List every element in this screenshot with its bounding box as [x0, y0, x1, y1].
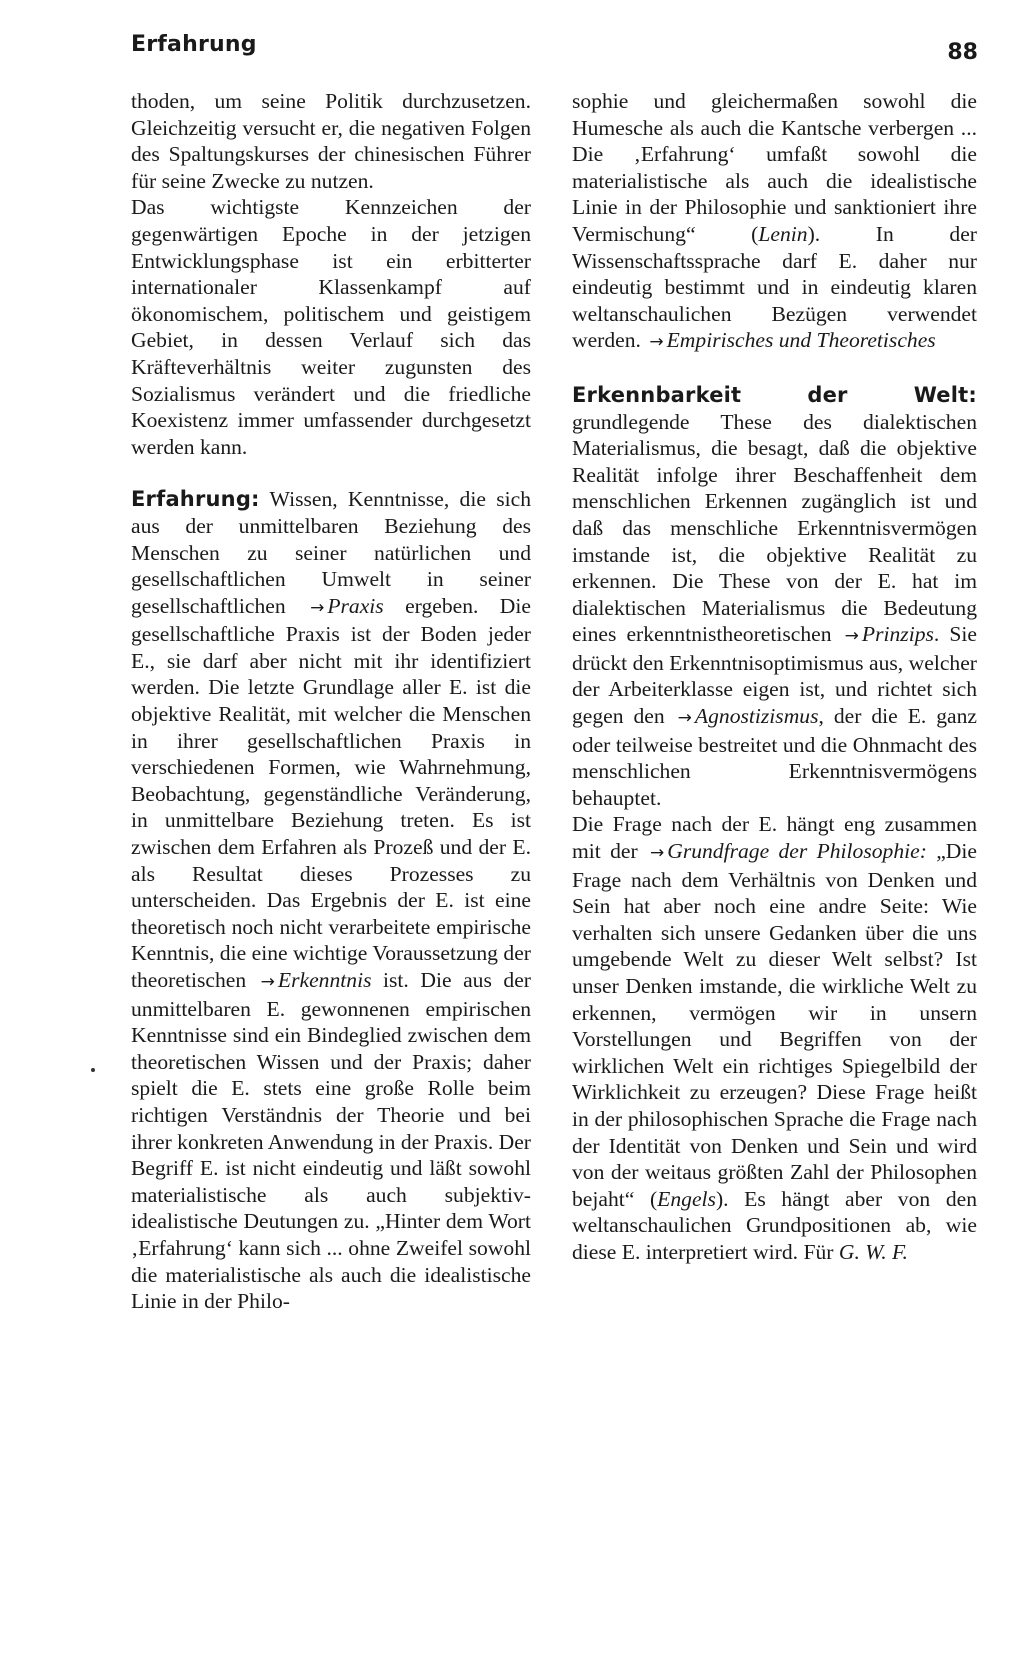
entry-headword-erfahrung: Erfahrung:: [131, 487, 260, 512]
print-speck: [91, 1068, 95, 1072]
cross-reference-arrow-icon: →: [649, 843, 665, 864]
cross-reference-praxis[interactable]: Praxis: [327, 593, 384, 618]
entry-text: Wissen, Kenntnisse, die sich aus der unmittelbaren Beziehung des Menschen zu seiner natürlichen und gesellschaftlichen Umwelt in seiner gesellschaftlichen: [131, 487, 531, 618]
entry-erfahrung: [131, 486, 531, 1314]
right-column: [572, 88, 977, 1266]
citation-engels: Engels: [657, 1186, 716, 1211]
page-number: 88: [947, 40, 978, 65]
cross-reference-arrow-icon: →: [677, 708, 692, 729]
cross-reference-prinzips[interactable]: Prinzips: [861, 622, 934, 647]
entry-text: sophie und gleichermaßen sowohl die Humesche als auch die Kantsche verbergen ... Die ‚Erfahrung‘ umfaßt sowohl die materialistische als auch die idealistische Linie in der Philosophie und sanktioniert ihre Vermischung“ (: [572, 89, 977, 246]
citation-lenin: Lenin: [758, 221, 808, 246]
entry-text: ). Es hängt aber von den weltanschaulichen Grundpositionen ab, wie diese E. interpretiert wird. Für: [572, 1186, 977, 1264]
entry-text: grundlegende These des dialektischen Materialismus, die besagt, daß die objektive Realität infolge ihrer Beschaffenheit dem menschlichen Erkennen zugänglich ist und daß das menschliche Erkenntnisvermögen imstande ist, die objektive Realität zu erkennen. Die These von der E. hat im dialektischen Materialismus die Bedeutung eines erkenntnistheoretischen: [572, 409, 977, 647]
cross-reference-arrow-icon: →: [844, 626, 859, 647]
entry-erkennbarkeit: [572, 382, 977, 812]
paragraph-epoch: Das wichtigste Kennzeichen der gegenwärtigen Epoche in der jetzigen Entwicklungsphase ist ein erbitterter internationaler Klassenkampf auf ökonomischem, politischem und geistigem Gebiet, in dessen Verlauf sich das Kräfteverhältnis weiter zugunsten des Sozialismus verändert und die friedliche Koexistenz immer umfassender durchgesetzt werden kann.: [131, 195, 531, 459]
cross-reference-arrow-icon: →: [649, 332, 664, 353]
entry-text: Die Frage nach der E. hängt eng zusammen mit der: [572, 812, 977, 864]
cross-reference-grundfrage[interactable]: Grundfrage der Philosophie:: [667, 839, 927, 864]
cross-reference-erkenntnis[interactable]: Erkenntnis: [277, 968, 372, 992]
paragraph-grundfrage: [572, 811, 977, 1265]
cross-reference-arrow-icon: →: [260, 972, 275, 992]
paragraph-continuation: thoden, um seine Politik durchzusetzen. Gleichzeitig versucht er, die negativen Folgen des Spaltungskurses der chinesischen Führer für seine Zwecke zu nutzen.: [131, 89, 531, 193]
entry-text: . Sie drückt den Erkenntnisoptimismus aus, welcher der Arbeiterklasse eigen ist, und richtet sich gegen den: [572, 622, 977, 729]
entry-text: „Die Frage nach dem Verhältnis von Denken und Sein hat aber noch eine andre Seite: Wie verhalten sich unsere Gedanken über die uns umgebende Welt zu dieser Welt selbst? Ist unser Denken imstande, die wirkliche Welt zu erkennen, vermögen wir in unsern Vorstellungen und Begriffen von der wirklichen Welt ein richtiges Spiegelbild der Wirklichkeit zu erzeugen? Diese Frage heißt in der philosophischen Sprache die Frage nach der Identität von Denken und Sein und wird von der weitaus größten Zahl der Philosophen bejaht“ (: [572, 839, 977, 1211]
entry-text: ). In der Wissenschaftssprache darf E. daher nur eindeutig bestimmt und in eindeutig klaren weltanschaulichen Bezügen verwendet werden.: [572, 221, 977, 353]
cross-reference-empirisches[interactable]: Empirisches und Theoretisches: [666, 328, 936, 353]
citation-hegel: G. W. F.: [838, 1239, 908, 1264]
entry-text: ist. Die aus der unmittelbaren E. gewonnenen empirischen Kenntnisse sind ein Bindeglied zwischen dem theoretischen Wissen und der Praxis; daher spielt die E. stets eine große Rolle beim richtigen Verständnis der Theorie und bei ihrer konkreten Anwendung in der Praxis. Der Begriff E. ist nicht eindeutig und läßt sowohl materialistische als auch subjektiv-idealistische Deutungen zu. „Hinter dem Wort ‚Erfahrung‘ kann sich ... ohne Zweifel sowohl die materialistische als auch die idealistische Linie in der Philo-: [131, 968, 531, 1314]
entry-headword-erkennbarkeit: Erkennbarkeit der Welt:: [572, 382, 977, 407]
left-column: [131, 88, 531, 1315]
entry-erfahrung-continued: [572, 88, 977, 356]
cross-reference-arrow-icon: →: [310, 597, 325, 618]
entry-text: ergeben. Die gesellschaftliche Praxis ist der Boden jeder E., sie darf aber nicht mit ihr identifiziert werden. Die letzte Grundlage aller E. ist die objektive Realität, mit welcher die Menschen in ihrer gesellschaftlichen Praxis in verschiedenen Formen, wie Wahrnehmung, Beobachtung, gegenständliche Veränderung, in unmittelbare Beziehung treten. Es ist zwischen dem Erfahren als Prozeß und der E. als Resultat dieses Prozesses zu unterscheiden. Das Ergebnis der E. ist eine theoretisch noch nicht verarbeitete empirische Kenntnis, die eine wichtige Voraussetzung der theoretischen: [131, 593, 531, 992]
running-head: Erfahrung: [131, 32, 257, 57]
cross-reference-agnostizismus[interactable]: Agnostizismus: [694, 704, 819, 729]
entry-text: , der die E. ganz oder teilweise bestreitet und die Ohnmacht des menschlichen Erkenntnisvermögens behauptet.: [572, 704, 978, 810]
